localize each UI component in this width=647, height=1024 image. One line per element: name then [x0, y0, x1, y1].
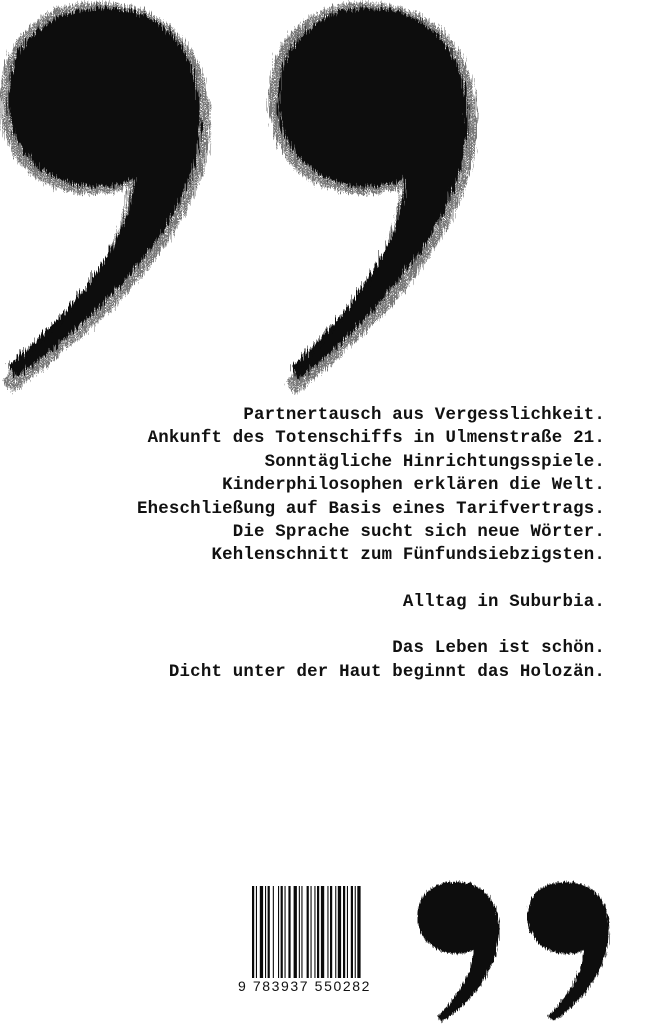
barcode-bar: [311, 886, 312, 978]
barcode-bar: [273, 886, 274, 978]
barcode-bar: [281, 886, 283, 978]
blurb-spacer: [15, 614, 605, 637]
barcode-bar: [335, 886, 336, 978]
large-closing-quote-icon: [0, 0, 647, 395]
blurb-closing-line: Dicht unter der Haut beginnt das Holozän.: [168, 662, 605, 682]
barcode-bar: [299, 886, 300, 978]
barcode-bar: [252, 886, 254, 978]
isbn-digits: 9 783937 550282: [238, 978, 371, 994]
blurb-text: [15, 404, 605, 684]
small-closing-quote-icon: [412, 876, 624, 1024]
barcode-bar: [285, 886, 286, 978]
barcode-bar: [268, 886, 270, 978]
blurb-line: Die Sprache sucht sich neue Wörter.: [232, 523, 605, 543]
barcode-bar: [321, 886, 324, 978]
blurb-closing-line: Das Leben ist schön.: [392, 639, 605, 659]
barcode-bar: [307, 886, 309, 978]
barcode-bar: [256, 886, 257, 978]
isbn-barcode: [238, 884, 394, 1002]
blurb-line: Ankunft des Totenschiffs in Ulmenstraße 21.: [147, 429, 605, 449]
barcode-bar: [327, 886, 328, 978]
barcode-bar: [351, 886, 353, 978]
barcode-bar: [355, 886, 356, 978]
barcode-bars: [252, 886, 392, 978]
barcode-bar: [314, 886, 315, 978]
blurb-line: Partnertausch aus Vergesslichkeit.: [243, 406, 605, 425]
barcode-bar: [347, 886, 348, 978]
blurb-line: Sonntägliche Hinrichtungsspiele.: [264, 452, 605, 472]
barcode-bar: [260, 886, 263, 978]
barcode-bar: [288, 886, 290, 978]
barcode-bar: [338, 886, 341, 978]
barcode-bar: [301, 886, 302, 978]
barcode-bar: [294, 886, 297, 978]
barcode-bar: [330, 886, 332, 978]
blurb-line: Kinderphilosophen erklären die Welt.: [222, 476, 605, 496]
barcode-bar: [343, 886, 345, 978]
blurb-line: Eheschließung auf Basis eines Tarifvertrags.: [137, 499, 605, 519]
blurb-tagline: Alltag in Suburbia.: [402, 592, 605, 612]
barcode-bar: [278, 886, 279, 978]
blurb-line: Kehlenschnitt zum Fünfundsiebzigsten.: [211, 546, 605, 566]
barcode-bar: [265, 886, 266, 978]
barcode-bar: [317, 886, 319, 978]
barcode-bar: [357, 886, 360, 978]
blurb-spacer: [15, 568, 605, 591]
